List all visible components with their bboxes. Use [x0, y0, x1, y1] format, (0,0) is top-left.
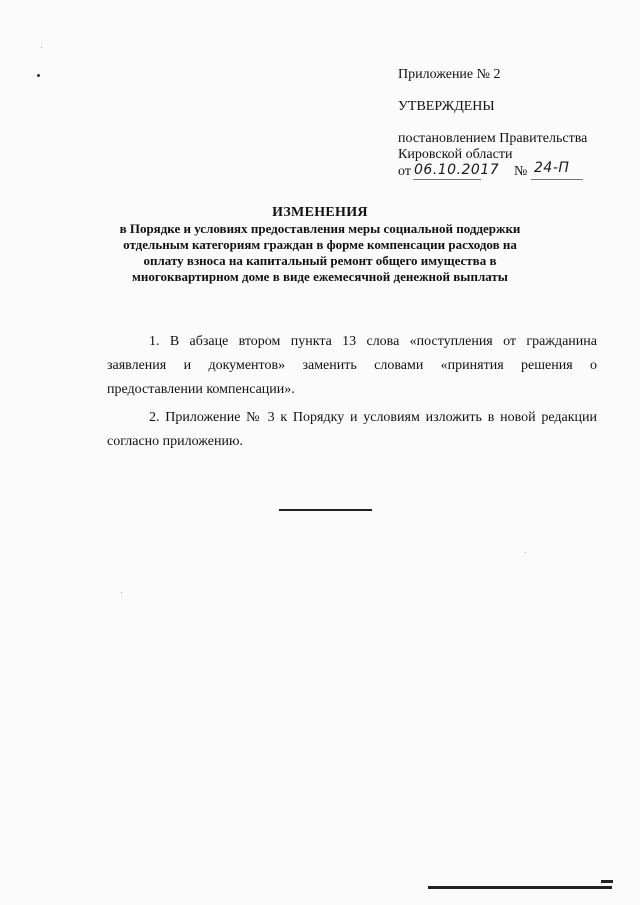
- paragraph-line: 1. В абзаце втором пункта 13 слова «поступления от гражданина: [149, 334, 597, 349]
- title-heading: ИЗМЕНЕНИЯ: [272, 205, 368, 220]
- separator-line: [279, 509, 372, 511]
- title-line: многоквартирном доме в виде ежемесячной денежной выплаты: [132, 269, 508, 284]
- number-underline: [531, 179, 583, 180]
- title-line: отдельным категориям граждан в форме компенсации расходов на: [123, 237, 517, 252]
- number-prefix: №: [514, 164, 528, 179]
- handwritten-date: 06.10.2017: [414, 162, 500, 178]
- date-underline: [413, 179, 481, 180]
- date-prefix: от: [398, 164, 411, 179]
- scan-speck: [525, 552, 526, 553]
- scan-speck: [41, 47, 42, 48]
- document-title: [90, 205, 550, 285]
- paragraph-line: 2. Приложение № 3 к Порядку и условиям изложить в новой редакции: [149, 410, 597, 425]
- paragraph-line: согласно приложению.: [107, 434, 243, 449]
- paragraph-line: заявления и документов» заменить словами «принятия решения о: [107, 358, 597, 373]
- paragraph-line: предоставлении компенсации».: [107, 382, 295, 397]
- scan-speck: [37, 74, 40, 77]
- bottom-scan-mark: [428, 886, 612, 889]
- decree-line-1: постановлением Правительства: [398, 131, 588, 146]
- bottom-scan-mark-edge: [601, 880, 613, 883]
- paragraph-2: [107, 406, 597, 454]
- appendix-label: Приложение № 2: [398, 67, 501, 82]
- approved-label: УТВЕРЖДЕНЫ: [398, 99, 495, 114]
- handwritten-number: 24-П: [534, 160, 570, 176]
- decree-line-2: Кировской области: [398, 147, 513, 162]
- title-line: оплату взноса на капитальный ремонт общего имущества в: [143, 253, 497, 268]
- scan-speck: [121, 592, 122, 593]
- paragraph-1: [107, 330, 597, 402]
- title-line: в Порядке и условиях предоставления меры социальной поддержки: [119, 221, 521, 236]
